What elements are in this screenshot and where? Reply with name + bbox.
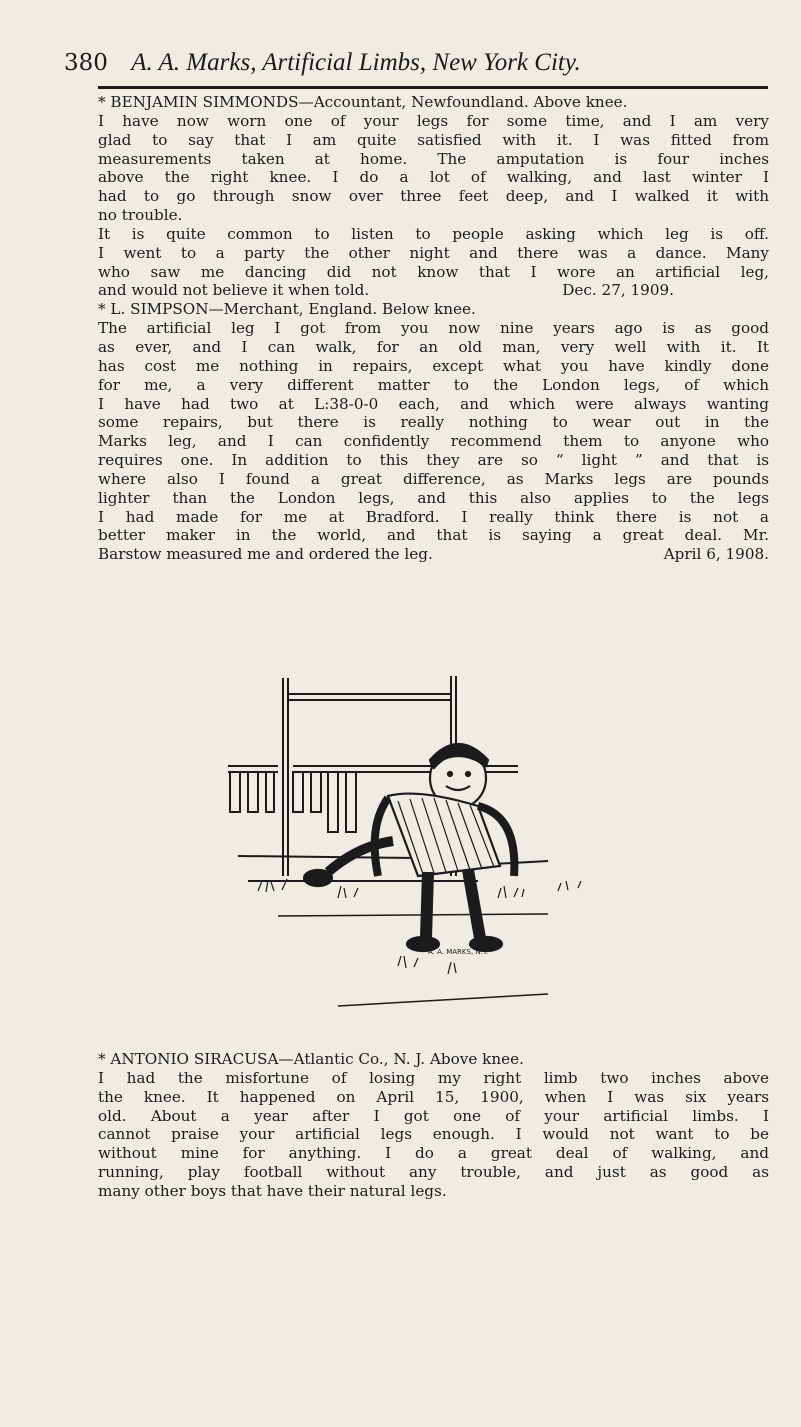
text-line: lighter than the London legs, and this also applies to the legs [98, 488, 769, 507]
text-line: where also I found a great difference, as Marks legs are pounds [98, 469, 769, 488]
letter-date: Dec. 27, 1909. [562, 281, 674, 300]
text-line: Barstow measured me and ordered the leg. [98, 545, 433, 564]
text-line: It is quite common to listen to people asking which leg is off. [98, 224, 769, 243]
header-rule [98, 86, 768, 89]
text-line: measurements taken at home. The amputation is four inches [98, 149, 769, 168]
text-line: better maker in the world, and that is saying a great deal. Mr. [98, 526, 769, 545]
text-line: for me, a very different matter to the London legs, of which [98, 375, 769, 394]
text-line: as ever, and I can walk, for an old man, very well with it. It [98, 337, 769, 356]
page-number: 380 [64, 50, 108, 76]
text-line: I had made for me at Bradford. I really think there is not a [98, 507, 769, 526]
text-line: Marks leg, and I can confidently recommend them to anyone who [98, 432, 769, 451]
text-line: many other boys that have their natural legs. [98, 1181, 447, 1200]
text-line: I had the misfortune of losing my right limb two inches above [98, 1068, 769, 1087]
entry-heading: * L. SIMPSON—Merchant, England. Below knee. [98, 300, 476, 319]
engraving-drawing [218, 676, 638, 1036]
text-line: no trouble. [98, 206, 183, 225]
text-line: old. About a year after I got one of your artificial limbs. I [98, 1106, 769, 1125]
testimonial-simmonds [98, 93, 769, 564]
text-line: running, play football without any trouble, and just as good as [98, 1163, 769, 1182]
text-line: I went to a party the other night and there was a dance. Many [98, 243, 769, 262]
text-line: cannot praise your artificial legs enough. I would not want to be [98, 1125, 769, 1144]
running-head [64, 48, 764, 78]
text-line: I have now worn one of your legs for some time, and I am very [98, 111, 769, 130]
letter-date: April 6, 1908. [663, 545, 769, 564]
text-line: glad to say that I am quite satisfied with it. I was fitted from [98, 130, 769, 149]
text-line: and would not believe it when told. [98, 281, 370, 300]
dateline [98, 281, 769, 300]
running-title: A. A. Marks, Artificial Limbs, New York City. [131, 49, 581, 76]
entry-heading: * BENJAMIN SIMMONDS—Accountant, Newfoundland. Above knee. [98, 93, 628, 111]
text-line: The artificial leg I got from you now nine years ago is as good [98, 319, 769, 338]
text-line: requires one. In addition to this they are so “ light ” and that is [98, 451, 769, 470]
text-line: who saw me dancing did not know that I wore an artificial leg, [98, 262, 769, 281]
text-line: the knee. It happened on April 15, 1900, when I was six years [98, 1087, 769, 1106]
text-line: without mine for anything. I do a great deal of walking, and [98, 1144, 769, 1163]
illustration-boy-at-fence [218, 676, 638, 1036]
dateline [98, 545, 769, 564]
entry-heading: * ANTONIO SIRACUSA—Atlantic Co., N. J. Above knee. [98, 1050, 524, 1068]
text-line: some repairs, but there is really nothing to wear out in the [98, 413, 769, 432]
engraving-signature: A. A. MARKS, N.Y. [428, 948, 488, 956]
text-line: I have had two at L:38-0-0 each, and which were always wanting [98, 394, 769, 413]
text-line: above the right knee. I do a lot of walking, and last winter I [98, 168, 769, 187]
text-line: has cost me nothing in repairs, except what you have kindly done [98, 356, 769, 375]
text-line: had to go through snow over three feet deep, and I walked it with [98, 187, 769, 206]
testimonial-siracusa [98, 1050, 769, 1201]
